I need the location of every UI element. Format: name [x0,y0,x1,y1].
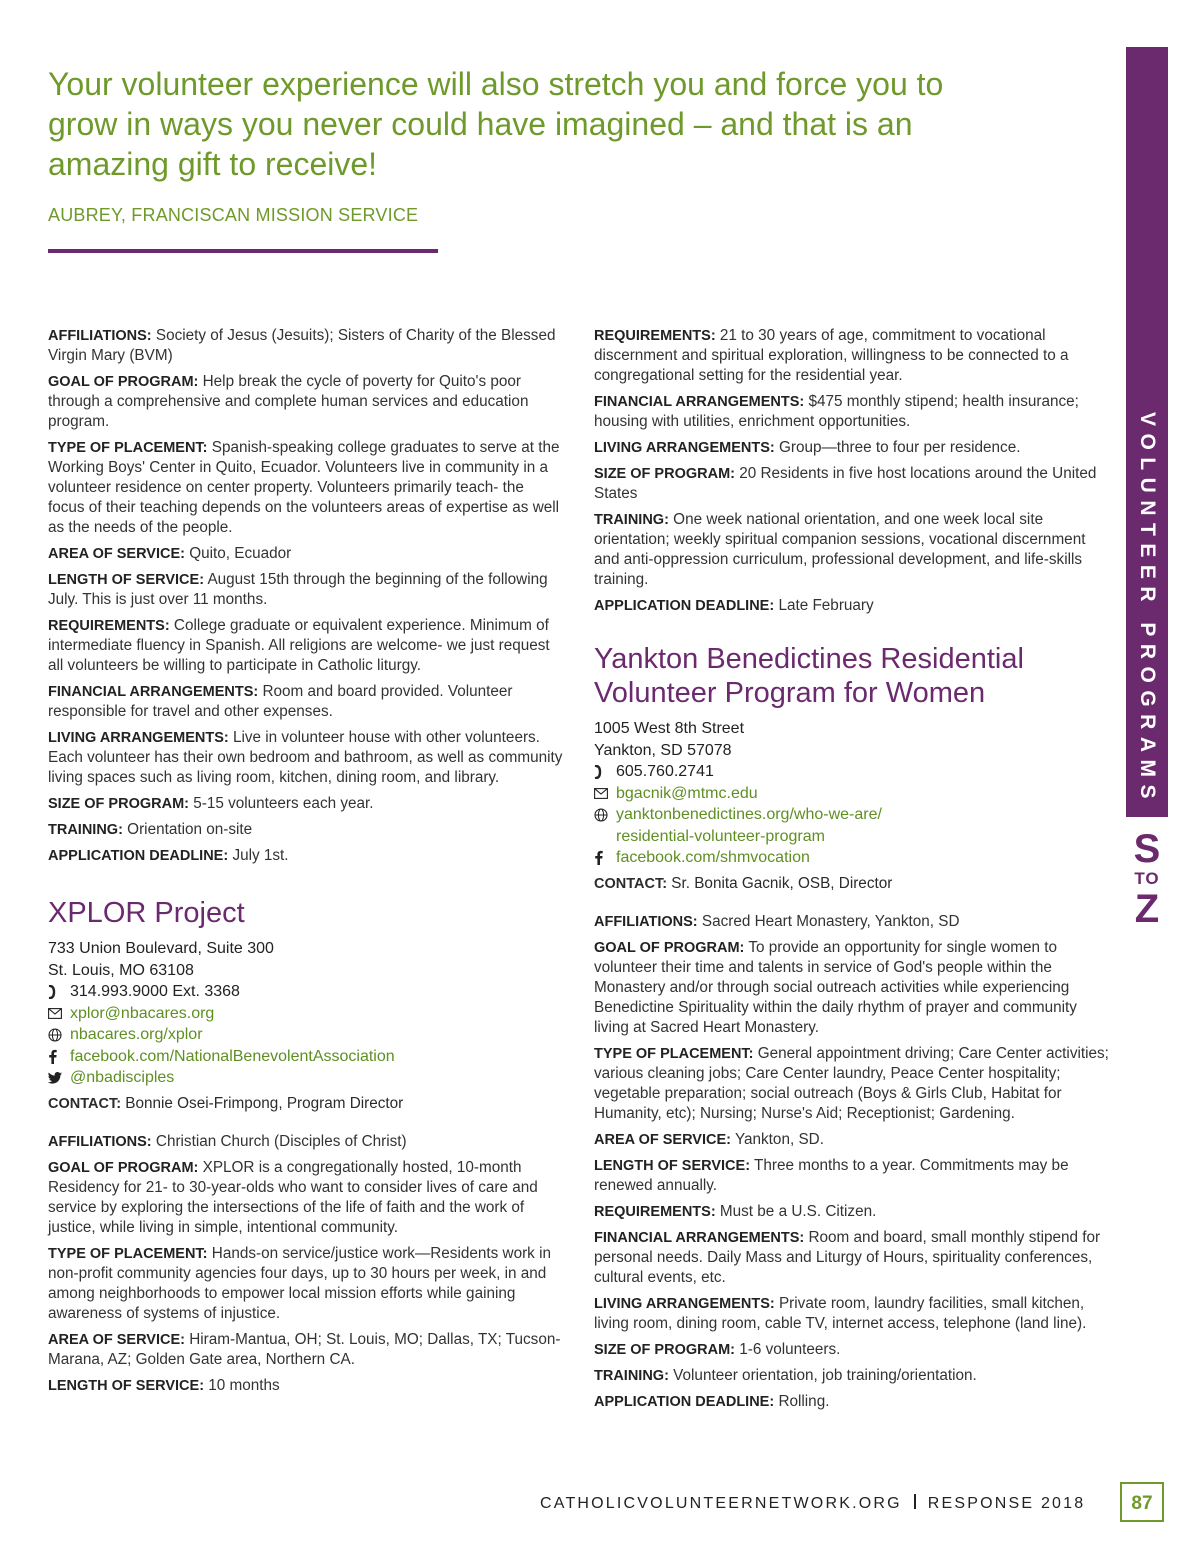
entry-value: College graduate or equivalent experience. Minimum of intermediate fluency in Spanish. All religions are welcome- we just request all volunteers be willing to participate in Catholic liturgy. [48,617,550,674]
contact-person [48,1094,563,1114]
entry-label: LIVING ARRANGEMENTS: [594,1295,775,1312]
entry-value: To provide an opportunity for single women to volunteer their time and talents in service of God's people within the Monastery and/or through social outreach activities while experiencing Benedictine Spirituality within the daily rhythm of prayer and community living at Sacred Heart Monastery. [594,938,1077,1036]
entry-value: Hands-on service/justice work—Residents work in non-profit community agencies four days, up to 30 hours per week, in and among neighborhoods to empower local mission efforts while gaining awareness of systems of injustice. [48,1244,551,1322]
info-entry [594,912,1109,932]
entry-value: Yankton, SD. [734,1130,824,1148]
entry-value: Room and board, small monthly stipend for personal needs. Daily Mass and Liturgy of Hours, spirituality conferences, cultural events, etc. [594,1228,1101,1286]
facebook-row[interactable] [48,1046,563,1068]
entry-label: LENGTH OF SERVICE: [48,1377,205,1394]
entry-value: $475 monthly stipend; health insurance; housing with utilities, enrichment opportunities. [594,393,1079,430]
info-entry [48,728,563,788]
entry-label: FINANCIAL ARRANGEMENTS: [594,1229,805,1246]
footer [540,1494,1085,1513]
info-entry [594,438,1109,458]
program-title-xplor: XPLOR Project [48,897,245,929]
entry-label: AREA OF SERVICE: [48,546,185,562]
entry-value: Quito, Ecuador [189,545,292,562]
right-entries [594,326,1109,616]
entry-value: Late February [778,597,874,614]
entry-label: REQUIREMENTS: [594,328,716,344]
range-to: Z [1134,887,1160,931]
entry-label: REQUIREMENTS: [594,1203,716,1220]
entry-value: Sacred Heart Monastery, Yankton, SD [701,912,960,930]
info-entry [594,464,1109,504]
entry-label: LIVING ARRANGEMENTS: [48,730,229,746]
info-entry [48,544,563,564]
entry-value: 1-6 volunteers. [739,1340,841,1358]
twitter-icon [48,1072,70,1084]
entry-value: 20 Residents in five host locations around the United States [594,465,1097,502]
right-column [594,326,1109,1418]
footer-site: CATHOLICVOLUNTEERNETWORK.ORG [540,1495,902,1512]
entry-label: AREA OF SERVICE: [48,1331,185,1348]
twitter-handle[interactable]: @nbadisciples [70,1069,175,1086]
entry-label: GOAL OF PROGRAM: [48,374,199,390]
address-line-1: 733 Union Boulevard, Suite 300 [48,940,274,957]
entry-value: Volunteer orientation, job training/orientation. [673,1366,977,1384]
entry-value: Christian Church (Disciples of Christ) [155,1132,407,1150]
address-line-2: Yankton, SD 57078 [594,741,732,759]
phone-row [594,761,1109,783]
info-entry [594,1340,1109,1360]
envelope-icon [594,788,616,799]
entry-label: LIVING ARRANGEMENTS: [594,440,775,456]
entry-label: TRAINING: [594,1367,669,1384]
info-entry [594,1294,1109,1334]
facebook-icon [48,1049,70,1064]
left-column [48,326,563,1402]
web-row-continued[interactable] [594,826,1109,848]
website-link-continued[interactable]: residential-volunteer-program [616,827,825,845]
entry-value: Three months to a year. Commitments may be renewed annually. [594,1156,1069,1194]
entry-value: One week national orientation, and one week local site orientation; weekly spiritual companion sessions, vocational discernment and anti-oppression curriculum, professional development, and life-skills training. [594,511,1086,588]
info-entry [48,1244,563,1324]
entry-value: Room and board provided. Volunteer responsible for travel and other expenses. [48,683,513,720]
email-row[interactable] [48,1003,563,1025]
entry-value: July 1st. [232,847,289,864]
info-entry [594,510,1109,590]
info-entry [594,1392,1109,1412]
globe-icon [48,1028,70,1042]
address-line-1: 1005 West 8th Street [594,720,745,737]
entry-label: SIZE OF PROGRAM: [48,796,189,812]
entry-label: AFFILIATIONS: [594,913,698,930]
email-link[interactable]: xplor@nbacares.org [70,1004,215,1022]
info-entry [594,1228,1109,1288]
twitter-row[interactable] [48,1067,563,1089]
entry-label: SIZE OF PROGRAM: [594,466,735,482]
website-link[interactable]: nbacares.org/xplor [70,1026,203,1043]
info-entry [48,570,563,610]
range-to-word: TO [1134,869,1160,888]
envelope-icon [48,1008,70,1019]
globe-icon [594,808,616,822]
info-entry [594,326,1109,386]
entry-label: FINANCIAL ARRANGEMENTS: [48,684,259,700]
quote-divider [48,249,438,253]
phone-icon [594,765,616,779]
entry-label: SIZE OF PROGRAM: [594,1341,735,1358]
entry-value: XPLOR is a congregationally hosted, 10-month Residency for 21- to 30-year-olds who want to consider lives of care and service by exploring the intersections of the life of faith and the work of justice, while living in simple, intentional community. [48,1158,538,1236]
facebook-row[interactable] [594,847,1109,869]
entry-value: Spanish-speaking college graduates to serve at the Working Boys' Center in Quito, Ecuador. Volunteers live in community in a volunteer residence on center property. Volunteers primarily teach- the focus of their teaching depends on the volunteers areas of expertise as well as the needs of the people. [48,439,560,536]
entry-label: AFFILIATIONS: [48,328,152,344]
phone-number: 605.760.2741 [616,763,714,780]
contact-person [594,874,1109,894]
entry-label: GOAL OF PROGRAM: [48,1159,199,1176]
entry-value: Help break the cycle of poverty for Quito's poor through a comprehensive and complete human services and education program. [48,373,529,430]
info-entry [48,1132,563,1152]
entry-label: APPLICATION DEADLINE: [594,1393,775,1410]
entry-value: August 15th through the beginning of the following July. This is just over 11 months. [48,571,548,608]
info-entry [594,1366,1109,1386]
info-entry [48,1330,563,1370]
entry-label: TYPE OF PLACEMENT: [48,1245,208,1262]
left-entries [48,326,563,866]
xplor-entries [48,1132,563,1396]
entry-label: FINANCIAL ARRANGEMENTS: [594,394,805,410]
info-entry [48,438,563,538]
entry-value: Must be a U.S. Citizen. [719,1202,877,1220]
footer-separator [914,1494,916,1509]
page-number: 87 [1120,1482,1164,1522]
info-entry [48,372,563,432]
yankton-entries [594,912,1109,1412]
contact-value: Sr. Bonita Gacnik, OSB, Director [671,874,893,892]
entry-value: Society of Jesus (Jesuits); Sisters of Charity of the Blessed Virgin Mary (BVM) [48,327,556,364]
info-entry [594,1156,1109,1196]
entry-value: 10 months [208,1376,280,1394]
entry-label: REQUIREMENTS: [48,618,170,634]
facebook-icon [594,850,616,865]
contact-value: Bonnie Osei-Frimpong, Program Director [125,1094,404,1112]
range-from: S [1133,827,1161,871]
entry-label: TRAINING: [48,822,123,838]
entry-label: GOAL OF PROGRAM: [594,939,745,956]
info-entry [48,616,563,676]
entry-value: 5-15 volunteers each year. [193,795,374,812]
entry-value: General appointment driving; Care Center activities; various cleaning jobs; Care Center laundry, Peace Center hospitality; vegetable preparation; social outreach (Boys & Girls Club, Habitat for Humanity, etc); Nursing; Nurse's Aid; Receptionist; Gardening. [594,1044,1109,1122]
facebook-link[interactable]: facebook.com/shmvocation [616,849,810,866]
info-entry [594,392,1109,432]
pull-quote: Your volunteer experience will also stretch you and force you to grow in ways you never could have imagined – and that is an amazing gift to receive! [48,66,944,182]
info-entry [48,1158,563,1238]
entry-value: Group—three to four per residence. [778,439,1021,456]
program-title-yankton: Yankton Benedictines Residential Volunteer Program for Women [594,643,1024,709]
info-entry [48,846,563,866]
entry-value: Live in volunteer house with other volunteers. Each volunteer has their own bedroom and bathroom, as well as community living spaces such as living room, kitchen, dining room, and library. [48,729,563,786]
entry-label: AFFILIATIONS: [48,1133,152,1150]
info-entry [48,682,563,722]
entry-value: Rolling. [778,1392,830,1410]
entry-label: AREA OF SERVICE: [594,1131,731,1148]
phone-row [48,981,563,1003]
entry-value: 21 to 30 years of age, commitment to vocational discernment and spiritual exploration, willingness to be connected to a congregational setting for the residential year. [594,327,1069,384]
entry-label: LENGTH OF SERVICE: [594,1157,751,1174]
phone-number: 314.993.9000 Ext. 3368 [70,983,240,1000]
entry-label: LENGTH OF SERVICE: [48,572,205,588]
web-row[interactable] [48,1024,563,1046]
info-entry [48,326,563,366]
email-row[interactable] [594,783,1109,805]
entry-value: Orientation on-site [127,821,253,838]
entry-label: TRAINING: [594,512,669,528]
entry-label: APPLICATION DEADLINE: [48,848,229,864]
info-entry [48,820,563,840]
info-entry [594,1044,1109,1124]
alphabet-range [1126,827,1168,931]
entry-value: Private room, laundry facilities, small kitchen, living room, dining room, cable TV, internet access, telephone (land line). [594,1294,1087,1332]
sidebar-label: VOLUNTEER PROGRAMS [1136,412,1159,807]
contact-label: CONTACT: [594,875,668,892]
facebook-link[interactable]: facebook.com/NationalBenevolentAssociation [70,1047,395,1065]
website-link[interactable]: yanktonbenedictines.org/who-we-are/ [616,806,882,823]
entry-value: Hiram-Mantua, OH; St. Louis, MO; Dallas, TX; Tucson-Marana, AZ; Golden Gate area, Northern CA. [48,1330,561,1368]
web-row[interactable] [594,804,1109,826]
address-line-2: St. Louis, MO 63108 [48,961,194,979]
info-entry [594,1202,1109,1222]
entry-label: TYPE OF PLACEMENT: [594,1045,754,1062]
email-link[interactable]: bgacnik@mtmc.edu [616,784,758,802]
entry-label: APPLICATION DEADLINE: [594,598,775,614]
info-entry [48,794,563,814]
contact-label: CONTACT: [48,1095,122,1112]
info-entry [594,596,1109,616]
phone-icon [48,985,70,999]
quote-attribution: AUBREY, FRANCISCAN MISSION SERVICE [48,205,419,225]
info-entry [48,1376,563,1396]
footer-issue: RESPONSE 2018 [927,1495,1086,1512]
info-entry [594,1130,1109,1150]
entry-label: TYPE OF PLACEMENT: [48,440,208,456]
info-entry [594,938,1109,1038]
